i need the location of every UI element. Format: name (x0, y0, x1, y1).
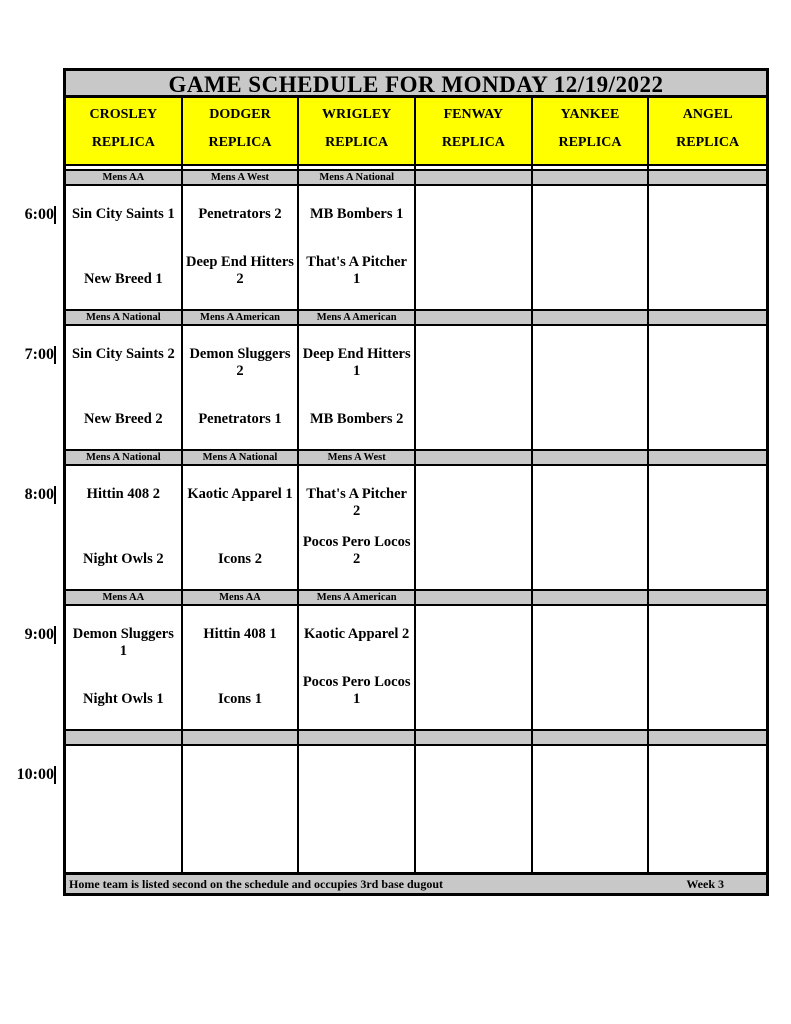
field-header-fenway (416, 98, 533, 164)
game-cell (299, 466, 416, 586)
division-row (66, 589, 766, 606)
away-team: Hittin 408 1 (203, 626, 277, 642)
away-team: Kaotic Apparel 2 (304, 626, 410, 642)
division-row (66, 729, 766, 746)
away-team: Deep End Hitters 1 (302, 346, 411, 379)
home-team: Pocos Pero Locos 1 (302, 674, 411, 707)
field-header-row (66, 98, 766, 166)
spacer-cell (649, 166, 766, 169)
division-row (66, 309, 766, 326)
home-team: New Breed 2 (83, 411, 163, 427)
home-team: Penetrators 1 (198, 411, 282, 427)
field-subname: REPLICA (558, 135, 622, 150)
home-team: That's A Pitcher 1 (306, 254, 407, 287)
field-subname: REPLICA (325, 135, 389, 150)
division-label (299, 731, 416, 744)
home-team: Icons 2 (218, 551, 262, 567)
game-cell (416, 746, 533, 872)
game-cell (416, 186, 533, 306)
spacer-cell (416, 446, 533, 449)
time-label: 10:00 (0, 766, 56, 784)
game-cell (533, 606, 650, 726)
home-team: New Breed 1 (83, 271, 163, 287)
spacer-cell (416, 166, 533, 169)
away-team: Sin City Saints 2 (71, 346, 175, 362)
time-slot-rows (16, 166, 766, 872)
home-team: Pocos Pero Locos 2 (302, 534, 411, 567)
time-label: 8:00 (0, 486, 56, 504)
spacer-cell (183, 446, 300, 449)
home-team-note: Home team is listed second on the schedule and occupies 3rd base dugout (69, 876, 444, 891)
field-name: DODGER (209, 107, 271, 122)
division-label: Mens A National (66, 451, 183, 464)
division-label (533, 591, 650, 604)
field-header-wrigley (299, 98, 416, 164)
game-row (16, 746, 766, 872)
row-spacer (66, 446, 766, 449)
game-cell (649, 466, 766, 586)
spacer-cell (299, 166, 416, 169)
division-label: Mens AA (66, 591, 183, 604)
game-row (24, 186, 766, 306)
game-cell (649, 606, 766, 726)
field-name: YANKEE (560, 107, 620, 122)
spacer-cell (416, 306, 533, 309)
page-title: GAME SCHEDULE FOR MONDAY 12/19/2022 (66, 71, 766, 98)
game-cell (183, 186, 300, 306)
field-header-crosley (66, 98, 183, 164)
spacer-cell (533, 166, 650, 169)
time-label: 6:00 (0, 206, 56, 224)
away-team: Demon Sluggers 1 (72, 626, 174, 659)
spacer-cell (183, 166, 300, 169)
row-spacer (66, 586, 766, 589)
division-label (533, 451, 650, 464)
division-label: Mens A National (299, 171, 416, 184)
game-cell (649, 326, 766, 446)
schedule-table (16, 68, 769, 896)
game-cell (66, 606, 183, 726)
division-row (66, 169, 766, 186)
game-cell (416, 606, 533, 726)
division-label (533, 311, 650, 324)
division-row (66, 449, 766, 466)
spacer-cell (649, 446, 766, 449)
division-label (416, 731, 533, 744)
game-cell (66, 326, 183, 446)
division-label: Mens A National (183, 451, 300, 464)
division-label: Mens A American (299, 311, 416, 324)
away-team: Penetrators 2 (198, 206, 282, 222)
division-label (416, 171, 533, 184)
field-name: ANGEL (682, 107, 733, 122)
game-cell (66, 186, 183, 306)
field-subname: REPLICA (676, 135, 740, 150)
spacer-cell (299, 446, 416, 449)
division-label: Mens AA (183, 591, 300, 604)
division-label (649, 311, 766, 324)
week-label: Week 3 (686, 876, 724, 891)
home-team: Night Owls 2 (83, 551, 164, 567)
game-cell (183, 466, 300, 586)
division-label (416, 311, 533, 324)
division-label (533, 171, 650, 184)
field-name: CROSLEY (89, 107, 158, 122)
division-label (183, 731, 300, 744)
division-label (649, 451, 766, 464)
division-label (416, 591, 533, 604)
field-header-angel (649, 98, 766, 164)
spacer-cell (66, 306, 183, 309)
spacer-cell (299, 726, 416, 729)
game-cell (66, 746, 183, 872)
spacer-cell (66, 586, 183, 589)
away-team: Sin City Saints 1 (71, 206, 175, 222)
away-team: Hittin 408 2 (86, 486, 160, 502)
row-spacer (66, 306, 766, 309)
time-label: 9:00 (0, 626, 56, 644)
division-label: Mens A American (183, 311, 300, 324)
spacer-cell (299, 306, 416, 309)
footer-bar (66, 872, 766, 893)
spacer-cell (533, 446, 650, 449)
division-label (66, 731, 183, 744)
game-cell (299, 746, 416, 872)
spacer-cell (183, 726, 300, 729)
spacer-cell (533, 586, 650, 589)
game-cell (183, 746, 300, 872)
time-label: 7:00 (0, 346, 56, 364)
game-cell (299, 326, 416, 446)
division-label: Mens A American (299, 591, 416, 604)
home-team: Night Owls 1 (83, 691, 164, 707)
game-cell (533, 186, 650, 306)
spacer-cell (533, 306, 650, 309)
field-subname: REPLICA (441, 135, 505, 150)
game-cell (299, 186, 416, 306)
game-cell (416, 466, 533, 586)
spacer-cell (416, 586, 533, 589)
spacer-cell (649, 306, 766, 309)
game-row (24, 326, 766, 446)
away-team: Demon Sluggers 2 (189, 346, 291, 379)
field-header-yankee (533, 98, 650, 164)
division-label (533, 731, 650, 744)
spacer-cell (66, 446, 183, 449)
spacer-cell (183, 586, 300, 589)
division-label (649, 171, 766, 184)
spacer-cell (649, 586, 766, 589)
division-label (416, 451, 533, 464)
row-spacer (66, 166, 766, 169)
row-spacer (66, 726, 766, 729)
division-label: Mens A West (183, 171, 300, 184)
spacer-cell (183, 306, 300, 309)
spacer-cell (299, 586, 416, 589)
spacer-cell (649, 726, 766, 729)
game-row (24, 606, 766, 726)
division-label: Mens A West (299, 451, 416, 464)
field-subname: REPLICA (208, 135, 272, 150)
game-cell (299, 606, 416, 726)
division-label: Mens AA (66, 171, 183, 184)
spacer-cell (66, 166, 183, 169)
away-team: Kaotic Apparel 1 (187, 486, 293, 502)
game-cell (533, 326, 650, 446)
home-team: MB Bombers 2 (309, 411, 404, 427)
spacer-cell (533, 726, 650, 729)
home-team: Icons 1 (218, 691, 262, 707)
away-team: That's A Pitcher 2 (306, 486, 407, 519)
division-label (649, 731, 766, 744)
home-team: Deep End Hitters 2 (186, 254, 294, 287)
away-team: MB Bombers 1 (309, 206, 404, 222)
division-label (649, 591, 766, 604)
game-cell (183, 326, 300, 446)
spacer-cell (416, 726, 533, 729)
field-name: WRIGLEY (322, 107, 392, 122)
game-cell (649, 186, 766, 306)
game-cell (66, 466, 183, 586)
field-subname: REPLICA (91, 135, 155, 150)
game-cell (533, 466, 650, 586)
field-header-dodger (183, 98, 300, 164)
game-cell (649, 746, 766, 872)
game-row (24, 466, 766, 586)
spacer-cell (66, 726, 183, 729)
game-cell (533, 746, 650, 872)
game-cell (183, 606, 300, 726)
field-name: FENWAY (443, 107, 504, 122)
division-label: Mens A National (66, 311, 183, 324)
game-cell (416, 326, 533, 446)
